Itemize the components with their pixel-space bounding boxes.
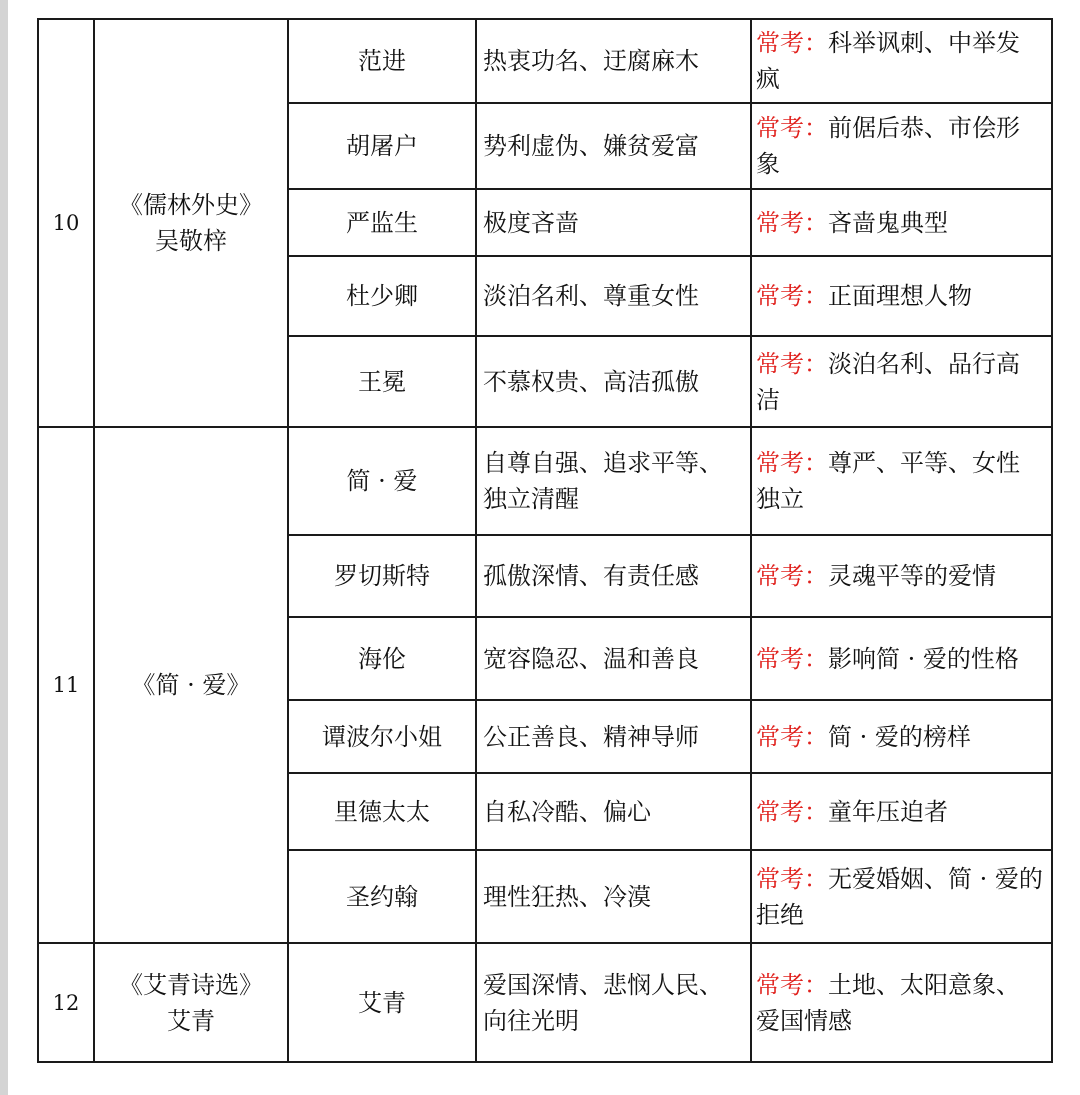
exam-note	[751, 189, 1052, 256]
exam-text: 童年压迫者	[828, 797, 948, 826]
character-traits: 宽容隐忍、温和善良	[476, 617, 751, 700]
exam-text: 尊严、平等、女性独立	[756, 449, 1020, 513]
character-table	[37, 18, 1053, 1063]
exam-tag: 常考：	[756, 797, 828, 826]
character-name: 谭波尔小姐	[288, 700, 476, 773]
character-traits: 不慕权贵、高洁孤傲	[476, 336, 751, 427]
character-traits: 淡泊名利、尊重女性	[476, 256, 751, 336]
character-traits: 热衷功名、迂腐麻木	[476, 19, 751, 103]
exam-text: 影响简 · 爱的性格	[828, 644, 1019, 673]
exam-tag: 常考：	[756, 644, 828, 673]
exam-tag: 常考：	[756, 970, 828, 999]
book-cell	[94, 943, 288, 1062]
exam-note	[751, 943, 1052, 1062]
character-traits: 爱国深情、悲悯人民、向往光明	[476, 943, 751, 1062]
exam-text: 无爱婚姻、简 · 爱的拒绝	[756, 864, 1043, 929]
character-name: 罗切斯特	[288, 535, 476, 617]
character-traits: 势利虚伪、嫌贫爱富	[476, 103, 751, 189]
character-name: 王冕	[288, 336, 476, 427]
exam-note	[751, 19, 1052, 103]
table-row	[38, 19, 1052, 103]
character-traits: 公正善良、精神导师	[476, 700, 751, 773]
book-cell	[94, 427, 288, 943]
table-row	[38, 427, 1052, 535]
group-number: 12	[38, 943, 94, 1062]
exam-note	[751, 256, 1052, 336]
exam-tag: 常考：	[756, 282, 828, 310]
character-name: 海伦	[288, 617, 476, 700]
exam-text: 吝啬鬼典型	[828, 208, 948, 237]
exam-tag: 常考：	[756, 349, 828, 378]
exam-text: 简 · 爱的榜样	[828, 722, 971, 751]
exam-tag: 常考：	[756, 722, 828, 751]
exam-tag: 常考：	[756, 208, 828, 237]
exam-text: 土地、太阳意象、爱国情感	[756, 970, 1020, 1035]
exam-text: 前倨后恭、市侩形象	[756, 114, 1020, 178]
group-number: 11	[38, 427, 94, 943]
character-name: 圣约翰	[288, 850, 476, 943]
book-cell	[94, 19, 288, 427]
character-name: 简 · 爱	[288, 427, 476, 535]
exam-text: 淡泊名利、品行高洁	[756, 349, 1020, 414]
character-traits: 孤傲深情、有责任感	[476, 535, 751, 617]
table-row	[38, 943, 1052, 1062]
book-title: 《儒林外史》	[119, 191, 263, 219]
exam-tag: 常考：	[756, 562, 828, 590]
exam-tag: 常考：	[756, 449, 828, 477]
book-title: 《艾青诗选》	[119, 970, 263, 999]
scrollbar[interactable]	[0, 0, 8, 1095]
exam-note	[751, 535, 1052, 617]
character-name: 艾青	[288, 943, 476, 1062]
exam-tag: 常考：	[756, 114, 828, 142]
character-name: 杜少卿	[288, 256, 476, 336]
exam-text: 科举讽刺、中举发疯	[756, 29, 1020, 93]
exam-text: 灵魂平等的爱情	[828, 562, 996, 590]
book-author: 吴敬梓	[155, 227, 227, 255]
exam-note	[751, 103, 1052, 189]
exam-note	[751, 617, 1052, 700]
exam-note	[751, 336, 1052, 427]
book-title: 《简 · 爱》	[131, 671, 251, 699]
character-traits: 自私冷酷、偏心	[476, 773, 751, 850]
exam-note	[751, 773, 1052, 850]
exam-text: 正面理想人物	[828, 282, 972, 310]
exam-tag: 常考：	[756, 29, 828, 57]
book-author: 艾青	[167, 1006, 215, 1035]
exam-note	[751, 427, 1052, 535]
character-name: 严监生	[288, 189, 476, 256]
character-name: 范进	[288, 19, 476, 103]
character-name: 胡屠户	[288, 103, 476, 189]
character-traits: 理性狂热、冷漠	[476, 850, 751, 943]
character-name: 里德太太	[288, 773, 476, 850]
character-traits: 自尊自强、追求平等、独立清醒	[476, 427, 751, 535]
exam-note	[751, 700, 1052, 773]
character-traits: 极度吝啬	[476, 189, 751, 256]
exam-note	[751, 850, 1052, 943]
exam-tag: 常考：	[756, 864, 828, 893]
group-number: 10	[38, 19, 94, 427]
